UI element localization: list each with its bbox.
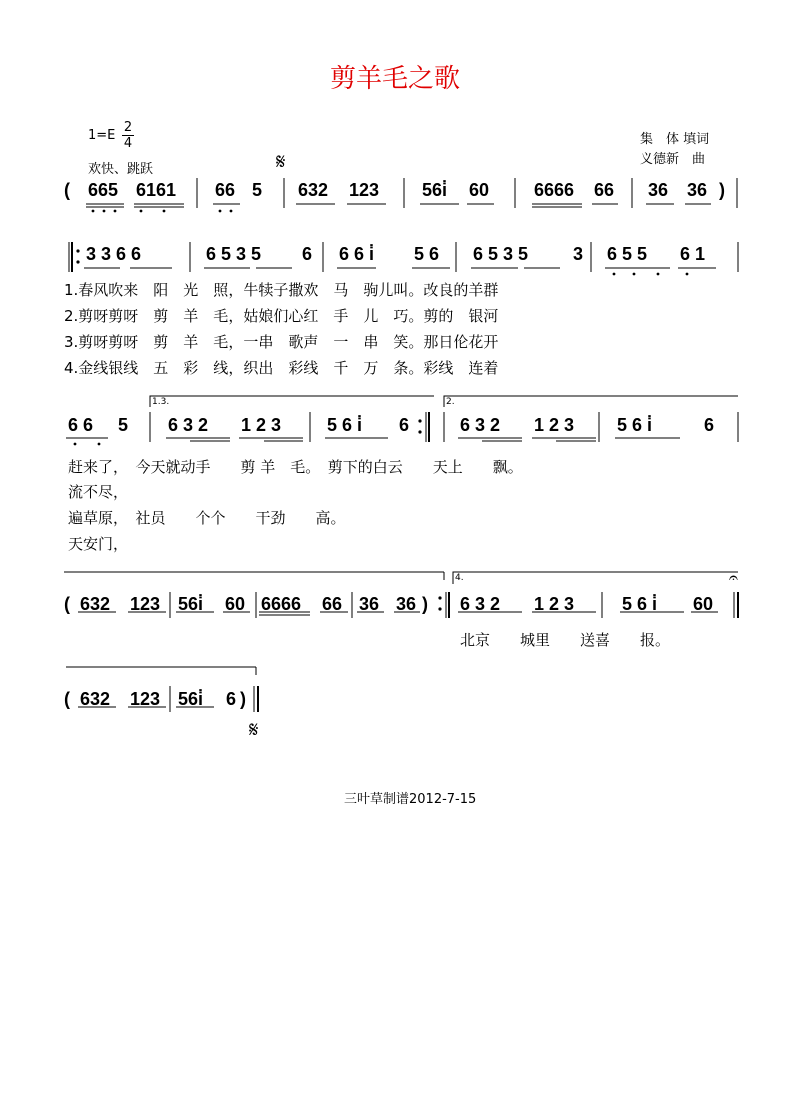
note-group: 56i̇ [178, 689, 204, 709]
paren-open: ( [64, 180, 70, 200]
note-group: 6 3 2 [460, 594, 501, 614]
composer-credit: 义德新 曲 [640, 152, 706, 167]
note-group: 632 [80, 594, 111, 614]
note-group: 6 [226, 689, 237, 709]
note-group: 6 [302, 244, 313, 264]
key-signature: 1=E [88, 128, 116, 143]
note-group: 1 2 3 [534, 415, 575, 435]
note-group: 36 [359, 594, 380, 614]
fermata-icon: 𝄐 [729, 568, 738, 587]
note-group: 6 [399, 415, 410, 435]
note-group: 123 [130, 689, 161, 709]
note-group: 665 [88, 180, 119, 200]
note-group: 60 [469, 180, 490, 200]
note-group: 123 [130, 594, 161, 614]
note-group: 6 6 [68, 415, 94, 435]
lyric-verse-4: 4.金线银线 五 彩 线，织出 彩线 千 万 条。彩线 连着 [64, 359, 499, 377]
note-group: 5 6 i̇ [617, 415, 653, 435]
time-denominator: 4 [123, 136, 133, 151]
note-group: 6666 [261, 594, 302, 614]
note-group: 3 [573, 244, 584, 264]
note-group: 5 [118, 415, 129, 435]
lyric-line: 北京 城里 送喜 报。 [460, 631, 671, 649]
paren-close: ) [422, 594, 428, 614]
note-group: 5 [252, 180, 263, 200]
note-group: 6 6 i̇ [339, 244, 375, 264]
note-group: 6666 [534, 180, 575, 200]
note-group: 36 [687, 180, 708, 200]
note-group: 60 [693, 594, 714, 614]
note-group: 6 5 3 5 [206, 244, 262, 264]
note-group: 6 [704, 415, 715, 435]
note-group: 1 2 3 [534, 594, 575, 614]
note-group: 5 6 [414, 244, 440, 264]
lyric-verse-3: 3.剪呀剪呀 剪 羊 毛，一串 歌声 一 串 笑。那日伦花开 [64, 333, 499, 351]
note-group: 123 [349, 180, 380, 200]
lyric-line: 流不尽， [68, 483, 129, 501]
note-group: 56i̇ [178, 594, 204, 614]
time-numerator: 2 [123, 120, 133, 135]
note-group: 66 [594, 180, 615, 200]
note-group: 6 1 [680, 244, 706, 264]
note-group: 6 3 2 [460, 415, 501, 435]
lyric-verse-2: 2.剪呀剪呀 剪 羊 毛，姑娘们心红 手 儿 巧。剪的 银河 [64, 307, 499, 325]
volta-2-label: 2. [446, 397, 455, 407]
note-group: 36 [396, 594, 417, 614]
tempo-marking: 欢快、跳跃 [88, 162, 154, 177]
note-group: 632 [80, 689, 111, 709]
segno-icon: 𝄋 [276, 150, 286, 175]
note-group: 36 [648, 180, 669, 200]
note-group: 632 [298, 180, 329, 200]
note-group: 3 3 6 6 [86, 244, 142, 264]
note-group: 6 3 2 [168, 415, 209, 435]
lyricist-credit: 集 体 填词 [640, 132, 710, 147]
lyric-verse-1: 1.春风吹来 阳 光 照，牛犊子撒欢 马 驹儿叫。改良的羊群 [64, 281, 499, 299]
note-group: 6 5 5 [607, 244, 648, 264]
paren-open: ( [64, 689, 70, 709]
paren-close: ) [719, 180, 725, 200]
segno-icon: 𝄋 [249, 718, 259, 743]
lyric-line: 天安门， [68, 535, 129, 553]
footer-credit: 三叶草制谱2012-7-15 [344, 792, 477, 807]
volta-1-3-label: 1.3. [152, 397, 170, 407]
note-group: 66 [322, 594, 343, 614]
lyric-line: 赶来了， 今天就动手 剪 羊 毛。 剪下的白云 天上 飘。 [68, 458, 523, 476]
lyric-line: 遍草原， 社员 个个 干劲 高。 [68, 509, 346, 527]
note-group: 5 6 i̇ [327, 415, 363, 435]
volta-4-label: 4. [455, 573, 464, 583]
note-group: 6161 [136, 180, 177, 200]
note-group: 5 6 i̇ [622, 594, 658, 614]
note-group: 6 5 3 5 [473, 244, 529, 264]
note-group: 1 2 3 [241, 415, 282, 435]
paren-close: ) [240, 689, 246, 709]
note-group: 56i̇ [422, 180, 448, 200]
song-title: 剪羊毛之歌 [329, 64, 460, 94]
paren-open: ( [64, 594, 70, 614]
note-group: 60 [225, 594, 246, 614]
note-group: 66 [215, 180, 236, 200]
